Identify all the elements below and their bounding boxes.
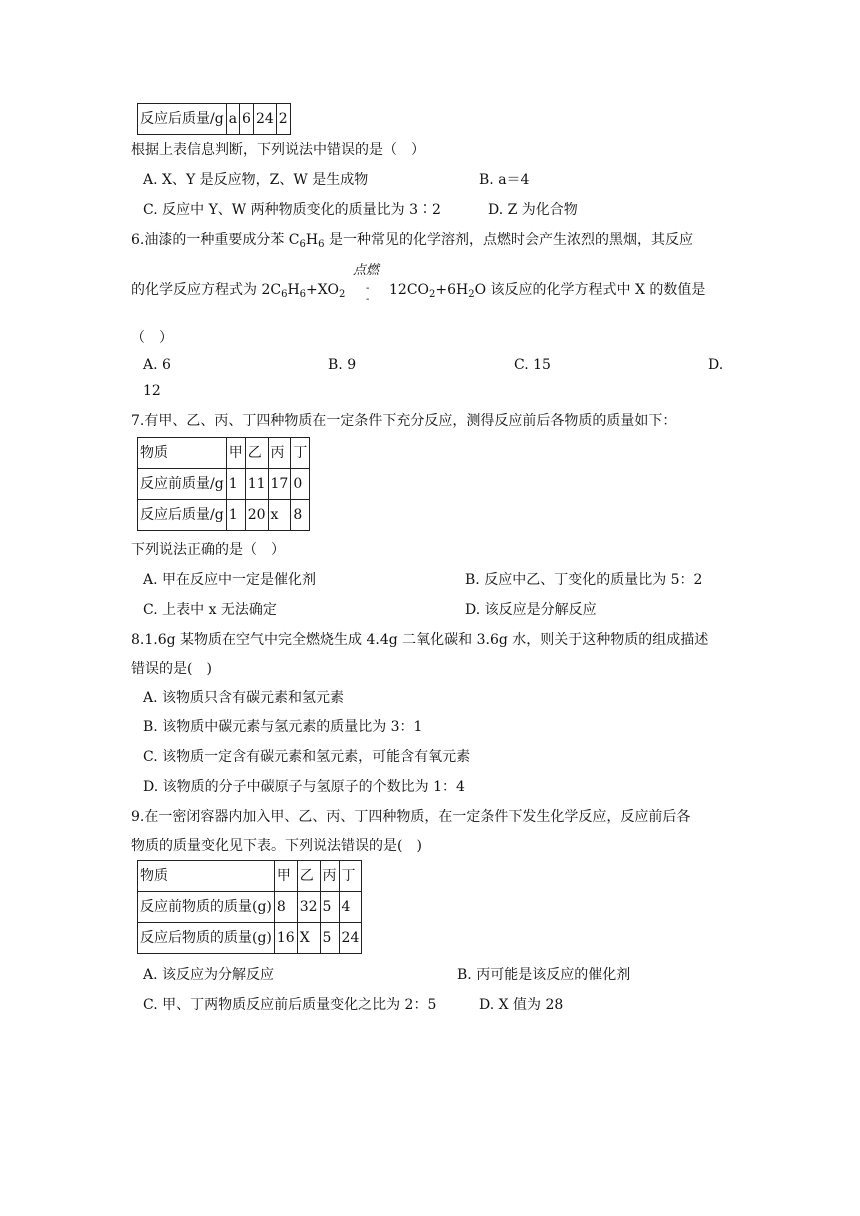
q8-option-d: D. 该物质的分子中碳原子与氢原子的个数比为 1：4 [143, 779, 465, 795]
subscript: 6 [281, 289, 288, 300]
q8-stem-line2: 错误的是( ) [131, 661, 212, 677]
text: O 该反应的化学方程式中 X 的数值是 [474, 282, 706, 298]
text: +XO [306, 282, 339, 298]
table-cell: 17 [268, 469, 291, 500]
table-cell: 5 [320, 892, 339, 923]
q7-option-d: D. 该反应是分解反应 [465, 602, 597, 618]
q7-option-a: A. 甲在反应中一定是催化剂 [143, 572, 317, 588]
subscript: 2 [429, 289, 436, 300]
q9-option-b: B. 丙可能是该反应的催化剂 [457, 967, 631, 983]
table-cell: 1 [226, 469, 245, 500]
table-cell: 5 [320, 923, 339, 954]
table-cell: 物质 [138, 861, 275, 892]
q8-stem-line1: 8.1.6g 某物质在空气中完全燃烧生成 4.4g 二氧化碳和 3.6g 水，则关于这种物质的组成描述 [131, 632, 709, 648]
subscript: 6 [299, 289, 307, 300]
text: 12CO [389, 282, 430, 298]
table-cell: 甲 [226, 438, 245, 469]
table-row [138, 438, 310, 469]
table-cell: 6 [240, 104, 254, 135]
table-cell: 2 [276, 104, 290, 135]
table-cell: 8 [291, 500, 310, 531]
q6-option-d-value: 12 [143, 383, 161, 399]
table-cell: 4 [339, 892, 362, 923]
table-cell: 丙 [268, 438, 291, 469]
table-row [138, 923, 362, 954]
q6-equation-lhs [131, 279, 345, 299]
subscript: 2 [338, 289, 346, 300]
q9-stem-line2: 物质的质量变化见下表。下列说法错误的是( ) [131, 838, 422, 854]
subscript: 6 [318, 239, 325, 250]
q5-option-d: D. Z 为化合物 [488, 202, 578, 218]
q9-option-d: D. X 值为 28 [479, 997, 564, 1013]
q8-option-a: A. 该物质只含有碳元素和氢元素 [143, 690, 345, 706]
q5-option-c: C. 反应中 Y、W 两种物质变化的质量比为 3∶2 [143, 202, 441, 218]
text: H [305, 232, 319, 248]
table-row [138, 469, 310, 500]
q6-option-b: B. 9 [328, 357, 357, 373]
q6-option-c: C. 15 [514, 357, 551, 373]
table-cell: 8 [274, 892, 297, 923]
table-cell: 0 [291, 469, 310, 500]
reaction-arrow-mark: - [366, 283, 370, 294]
q6-stem-line1 [131, 229, 693, 249]
table-row [138, 861, 362, 892]
table-cell: X [297, 923, 320, 954]
table-cell: 24 [339, 923, 362, 954]
q8-option-c: C. 该物质一定含有碳元素和氢元素，可能含有氧元素 [143, 749, 471, 765]
table-row [138, 104, 291, 135]
table-cell: 乙 [297, 861, 320, 892]
reaction-arrow-mark: - [366, 294, 370, 305]
text: H [287, 282, 300, 298]
subscript: 2 [468, 289, 475, 300]
text: 是一种常见的化学溶剂，点燃时会产生浓烈的黑烟，其反应 [324, 232, 693, 248]
table-cell: 20 [245, 500, 268, 531]
table-cell: 16 [274, 923, 297, 954]
q6-equation-rhs [389, 279, 705, 299]
text: +6H [435, 282, 469, 298]
table-cell: 丁 [339, 861, 362, 892]
subscript: 6 [299, 239, 306, 250]
text: 6.油漆的一种重要成分苯 C [131, 232, 300, 248]
q5-option-a: A. X、Y 是反应物，Z、W 是生成物 [143, 172, 369, 188]
q7-question: 下列说法正确的是（ ） [131, 542, 285, 558]
table-cell: 32 [297, 892, 320, 923]
q5-table [137, 103, 291, 135]
table-cell: 反应后质量/g [138, 500, 227, 531]
table-cell: x [268, 500, 291, 531]
text: 的化学反应方程式为 2C [131, 282, 282, 298]
q5-stem: 根据上表信息判断，下列说法中错误的是（ ） [131, 142, 425, 158]
table-cell: 物质 [138, 438, 227, 469]
q7-stem: 7.有甲、乙、丙、丁四种物质在一定条件下充分反应，测得反应前后各物质的质量如下： [131, 413, 677, 429]
q6-option-d: D. [708, 357, 724, 373]
q7-table [137, 437, 310, 531]
table-cell: 11 [245, 469, 268, 500]
table-cell: 1 [226, 500, 245, 531]
table-cell: 反应后物质的质量(g) [138, 923, 275, 954]
q7-option-c: C. 上表中 x 无法确定 [143, 602, 277, 618]
table-cell: 反应后质量/g [138, 104, 227, 135]
q8-option-b: B. 该物质中碳元素与氢元素的质量比为 3：1 [143, 719, 423, 735]
q9-option-c: C. 甲、丁两物质反应前后质量变化之比为 2：5 [143, 997, 437, 1013]
q9-option-a: A. 该反应为分解反应 [143, 967, 275, 983]
table-row [138, 892, 362, 923]
table-cell: 反应前物质的质量(g) [138, 892, 275, 923]
table-cell: a [226, 104, 239, 135]
q9-table [137, 860, 362, 954]
table-cell: 24 [253, 104, 276, 135]
table-cell: 甲 [274, 861, 297, 892]
table-row [138, 500, 310, 531]
reaction-condition: 点燃 [353, 263, 380, 278]
table-cell: 反应前质量/g [138, 469, 227, 500]
table-cell: 丁 [291, 438, 310, 469]
q9-stem-line1: 9.在一密闭容器内加入甲、乙、丙、丁四种物质，在一定条件下发生化学反应，反应前后各 [131, 809, 691, 825]
q7-option-b: B. 反应中乙、丁变化的质量比为 5：2 [465, 572, 703, 588]
q6-option-a: A. 6 [143, 357, 171, 373]
table-cell: 乙 [245, 438, 268, 469]
q5-option-b: B. a＝4 [479, 172, 530, 188]
q6-answer-paren: （ ） [131, 330, 173, 346]
table-cell: 丙 [320, 861, 339, 892]
